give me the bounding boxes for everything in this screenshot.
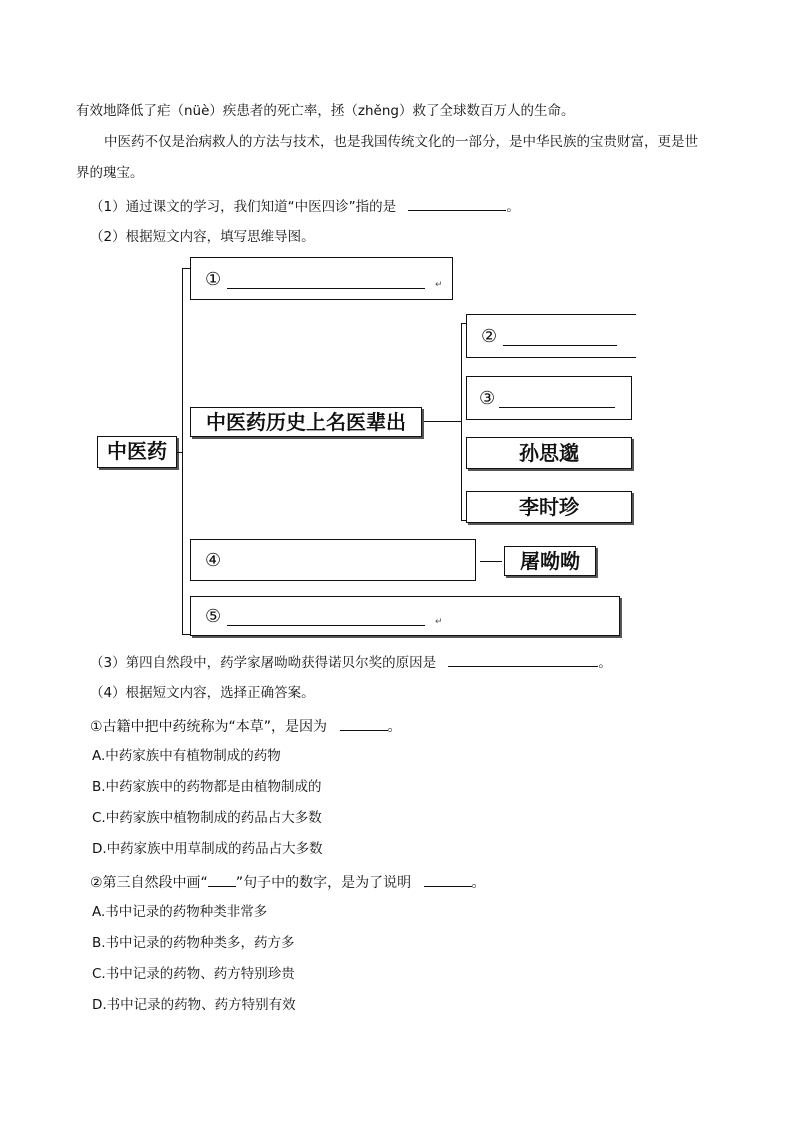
sub-question-2-stem: ②第三自然段中画“ [90,875,208,891]
connector [480,561,502,562]
mind-map-doctor-2-box [466,491,632,523]
question-3-text: （3）第四自然段中，药学家屠呦呦获得诺贝尔奖的原因是 [90,655,437,671]
mind-map-person-4-box [504,546,596,576]
box-5-answer-line[interactable] [227,625,425,626]
paragraph-line-2: 中医药不仅是治病救人的方法与技术，也是我国传统文化的一部分，是中华民族的宝贵财富，更是世 [104,134,698,150]
sub-question-1-suffix: 。 [387,719,402,735]
mind-map-branch-famous-box [190,407,422,437]
connector [177,452,183,453]
underline-sample [208,872,236,887]
question-3-answer-blank[interactable] [448,652,598,667]
sub-2-option-d[interactable]: D.书中记录的药物、药方特别有效 [92,997,296,1013]
return-mark-icon: ↵ [435,280,443,290]
box-3-answer-line[interactable] [499,407,615,408]
box-4-number: ④ [205,550,222,571]
box-2-number: ② [481,326,498,347]
sub-1-option-c[interactable]: C.中药家族中植物制成的药品占大多数 [92,810,322,826]
sub-question-2 [90,872,486,892]
sub-2-option-b[interactable]: B.书中记录的药物种类多，药方多 [92,935,295,951]
box-1-answer-line[interactable] [227,288,425,289]
mind-map-branch-famous: 中医药历史上名医辈出 [206,410,406,434]
question-2: （2）根据短文内容，填写思维导图。 [90,229,315,245]
question-1-text: （1）通过课文的学习，我们知道“中医四诊”指的是 [90,199,397,215]
question-3 [90,652,612,672]
sub-1-option-a[interactable]: A.中药家族中有植物制成的药物 [92,748,281,764]
sub-1-option-b[interactable]: B.中药家族中的药物都是由植物制成的 [92,779,322,795]
mind-map-person-4: 屠呦呦 [520,549,580,573]
mind-map-box-5[interactable] [190,596,620,636]
question-1-answer-blank[interactable] [408,196,506,211]
return-mark-icon: ↵ [435,617,443,627]
paragraph-line-3: 界的瑰宝。 [76,165,144,181]
box-1-number: ① [205,269,222,290]
sub-question-2-answer-blank[interactable] [424,872,472,887]
sub-2-option-c[interactable]: C.书中记录的药物、药方特别珍贵 [92,966,295,982]
box-2-answer-line[interactable] [503,345,617,346]
mind-map-doctor-2: 李时珍 [519,495,579,519]
main-bracket [182,268,183,635]
sub-question-2-stem-mid: ”句子中的数字，是为了说明 [235,875,412,891]
box-3-number: ③ [479,388,496,409]
sub-question-1 [90,716,402,736]
question-1 [90,196,520,216]
mind-map-box-4[interactable] [190,539,476,581]
mind-map-box-3[interactable] [466,376,632,420]
sub-bracket [461,323,462,521]
sub-1-option-d[interactable]: D.中药家族中用草制成的药品占大多数 [92,841,323,857]
mind-map-box-2[interactable] [466,314,636,358]
box-5-number: ⑤ [205,606,222,627]
mind-map-doctor-1-box [466,437,632,469]
connector [182,268,190,269]
question-4: （4）根据短文内容，选择正确答案。 [90,685,315,701]
mind-map-root-box [97,436,177,468]
paragraph-line-1: 有效地降低了疟（nüè）疾患者的死亡率，拯（zhěng）救了全球数百万人的生命。 [76,103,575,119]
connector [182,634,190,635]
sub-2-option-a[interactable]: A.书中记录的药物种类非常多 [92,904,268,920]
sub-question-2-suffix: 。 [471,875,486,891]
connector [424,421,462,422]
mind-map-root: 中医药 [107,439,167,463]
question-1-suffix: 。 [506,199,520,215]
mind-map-doctor-1: 孙思邈 [519,441,579,465]
sub-question-1-answer-blank[interactable] [340,716,388,731]
mind-map-box-1[interactable] [190,257,453,300]
question-3-suffix: 。 [598,655,612,671]
sub-question-1-stem: ①古籍中把中药统称为“本草”，是因为 [90,719,328,735]
